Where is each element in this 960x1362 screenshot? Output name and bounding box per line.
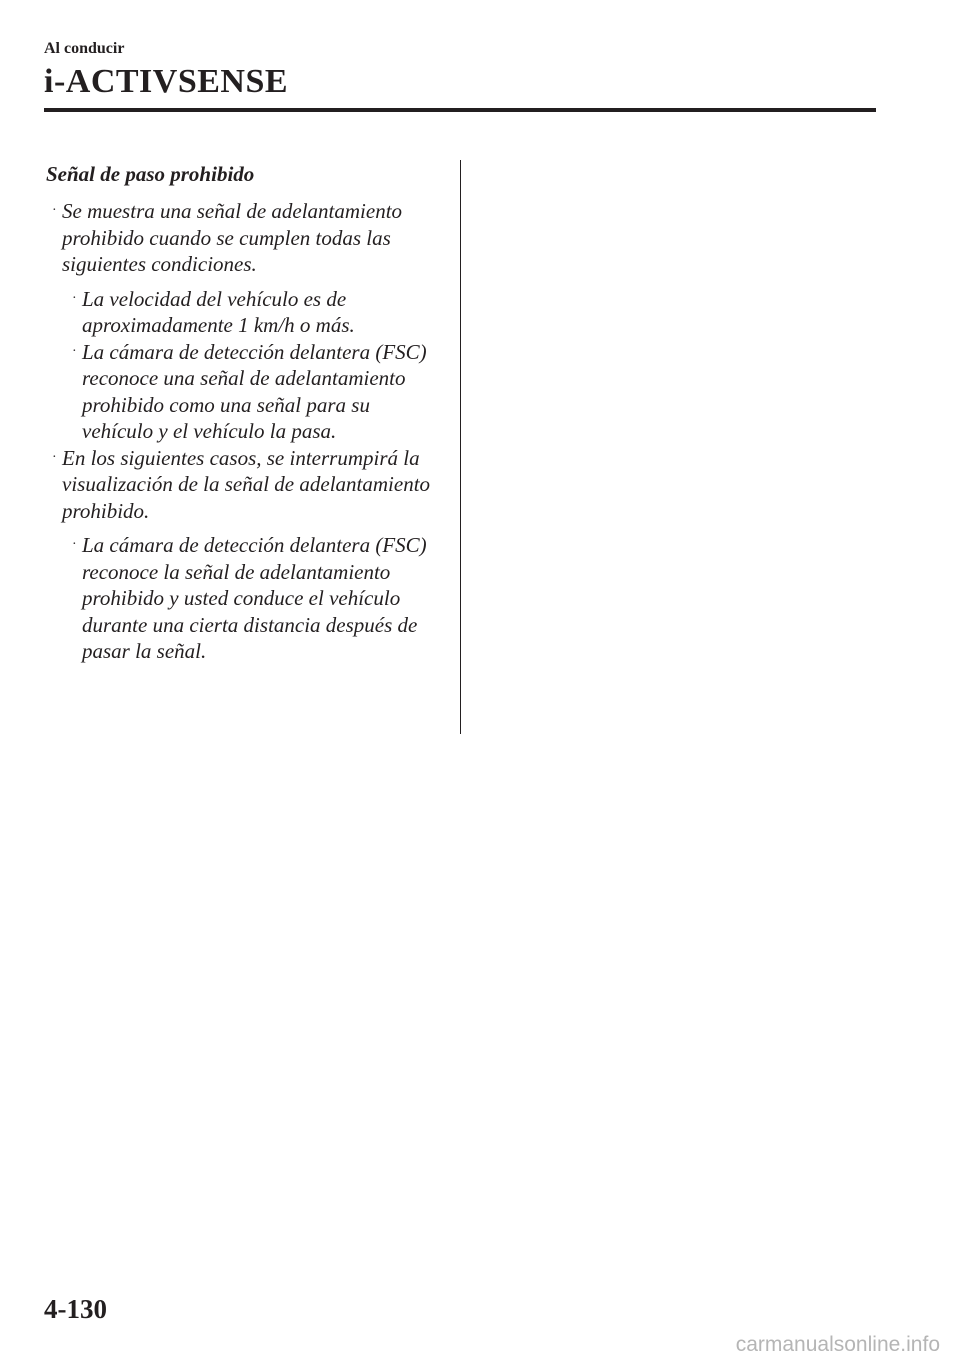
- section-title: i-ACTIVSENSE: [44, 63, 289, 100]
- sub-list-item: [62, 286, 446, 339]
- sub-bullet-list: [62, 286, 446, 445]
- bullet-icon: ·: [72, 343, 77, 359]
- header-rule: [44, 108, 876, 112]
- bullet-icon: ·: [52, 203, 57, 218]
- sub-bullet-list: [62, 532, 446, 665]
- sub-list-item: [62, 339, 446, 445]
- list-item: [46, 445, 446, 665]
- chapter-label: Al conducir: [44, 40, 125, 57]
- bullet-icon: ·: [52, 449, 57, 465]
- sub-list-item-text: La velocidad del vehículo es de aproximadamente 1 km/h o más.: [82, 286, 355, 337]
- watermark: carmanualsonline.info: [735, 1333, 940, 1356]
- list-item-text: Se muestra una señal de adelantamiento prohibido cuando se cumplen todas las siguientes condiciones.: [62, 199, 403, 276]
- list-item: [46, 198, 446, 445]
- sub-list-item-text: La cámara de detección delantera (FSC) reconoce una señal de adelantamiento prohibido como una señal para su vehículo y el vehículo la pasa.: [82, 339, 427, 443]
- sub-list-item: [62, 532, 446, 665]
- bullet-icon: ·: [72, 537, 77, 552]
- sub-list-item-text: La cámara de detección delantera (FSC) reconoce la señal de adelantamiento prohibido y usted conduce el vehículo durante una cierta distancia después de pasar la señal.: [82, 533, 427, 663]
- page-number: 4-130: [44, 1294, 107, 1324]
- subheading: Señal de paso prohibido: [46, 162, 255, 186]
- list-item-text: En los siguientes casos, se interrumpirá la visualización de la señal de adelantamiento prohibido.: [62, 445, 431, 523]
- bullet-icon: ·: [72, 290, 77, 306]
- bullet-list: [46, 198, 446, 665]
- content-column: [46, 160, 446, 665]
- column-divider: [460, 160, 461, 734]
